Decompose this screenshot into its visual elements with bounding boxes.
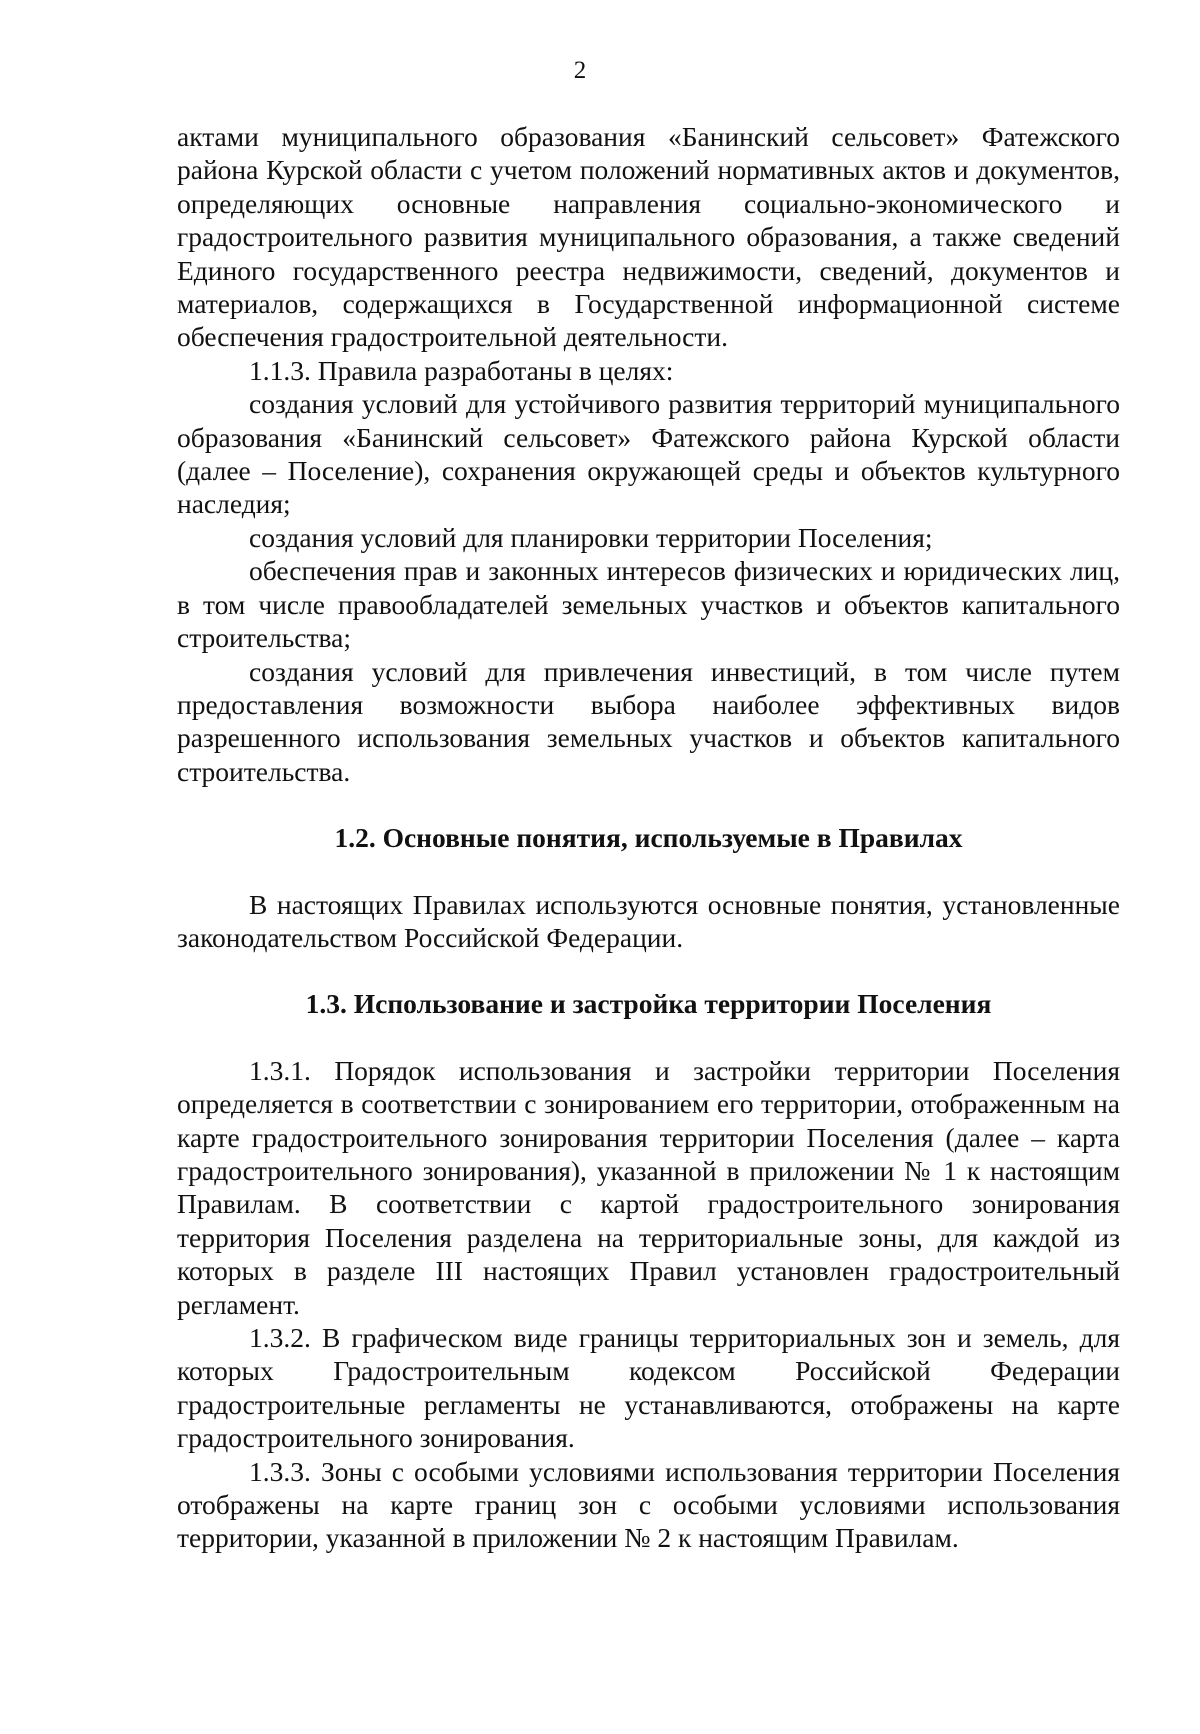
document-body [177, 120, 1120, 1555]
section-heading-1-2: 1.2. Основные понятия, используемые в Правилах [334, 822, 963, 854]
paragraph-1-3-1: 1.3.1. Порядок использования и застройки территории Поселения определяется в соответствии с зонированием его территории, отображенным на карте градостроительного зонирования территории Поселения (далее – карта градостроительного зонирования), указанной в приложении № 1 к настоящим Правилам. В соответствии с картой градостроительного зонирования территория Поселения разделена на территориальные зоны, для каждой из которых в разделе III настоящих Правил установлен градостроительный регламент. [177, 1054, 1120, 1320]
section-spacer [177, 954, 1120, 987]
paragraph-goal-planning: создания условий для планировки территории Поселения; [249, 521, 933, 553]
paragraph-continuation: актами муниципального образования «Банинский сельсовет» Фатежского района Курской области с учетом положений нормативных актов и документов, определяющих основные направления социально-экономического и градостроительного развития муниципального образования, а также сведений Единого государственного реестра недвижимости, сведений, документов и материалов, содержащихся в Государственной информационной системе обеспечения градостроительной деятельности. [177, 121, 1120, 353]
paragraph-goal-sustainable-development: создания условий для устойчивого развития территорий муниципального образования «Банинский сельсовет» Фатежского района Курской области (далее – Поселение), сохранения окружающей среды и объектов культурного наследия; [177, 388, 1120, 520]
paragraph-goal-rights: обеспечения прав и законных интересов физических и юридических лиц, в том числе правообладателей земельных участков и объектов капитального строительства; [177, 555, 1120, 654]
paragraph-1-3-3: 1.3.3. Зоны с особыми условиями использования территории Поселения отображены на карте границ зон с особыми условиями использования территории, указанной в приложении № 2 к настоящим Правилам. [177, 1455, 1120, 1554]
section-spacer [177, 1021, 1120, 1054]
paragraph-1-3-2: 1.3.2. В графическом виде границы территориальных зон и земель, для которых Градостроительным кодексом Российской Федерации градостроительные регламенты не устанавливаются, отображены на карте градостроительного зонирования. [177, 1322, 1120, 1454]
paragraph-goal-investment: создания условий для привлечения инвестиций, в том числе путем предоставления возможности выбора наиболее эффективных видов разрешенного использования земельных участков и объектов капитального строительства. [177, 655, 1120, 787]
paragraph-1-2-basic-concepts: В настоящих Правилах используются основные понятия, установленные законодательством Российской Федерации. [177, 888, 1120, 953]
paragraph-1-1-3: 1.1.3. Правила разработаны в целях: [249, 354, 674, 386]
page-number: 2 [573, 57, 587, 84]
section-spacer [177, 788, 1120, 821]
section-spacer [177, 855, 1120, 888]
section-heading-1-3: 1.3. Использование и застройка территории Поселения [305, 988, 992, 1020]
